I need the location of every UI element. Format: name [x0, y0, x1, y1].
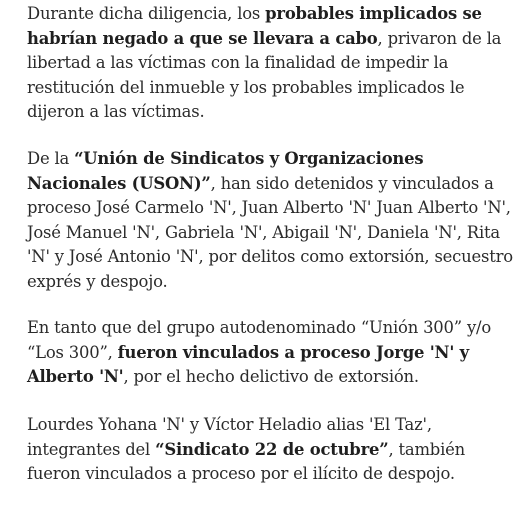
- paragraph-diligencia: [27, 2, 523, 125]
- paragraph-union-300: [27, 316, 523, 390]
- text-segment: , por el hecho delictivo de extorsión.: [123, 367, 419, 386]
- text-segment: Durante dicha diligencia, los: [27, 4, 266, 23]
- text-segment: De la: [27, 149, 75, 168]
- text-segment: , también fueron vinculados a proceso por el ilícito de despojo.: [27, 439, 465, 483]
- paragraph-sindicato-22: [27, 413, 523, 487]
- text-segment: En tanto que del grupo autodenominado “Unión 300” y/o “Los 300”,: [27, 318, 492, 362]
- bold-segment: probables implicados se habrían negado a que se llevara a cabo: [27, 4, 482, 48]
- text-segment: , privaron de la libertad a las víctimas con la finalidad de impedir la restitución del inmueble y los probables implicados le dijeron a las víctimas.: [27, 28, 502, 121]
- text-segment: Lourdes Yohana 'N' y Víctor Heladio alias 'El Taz', integrantes del: [27, 415, 432, 459]
- bold-segment: fueron vinculados a proceso Jorge 'N' y Alberto 'N': [27, 342, 469, 386]
- bold-segment: “Unión de Sindicatos y Organizaciones Nacionales (USON)”: [27, 149, 424, 193]
- text-segment: , han sido detenidos y vinculados a proceso José Carmelo 'N', Juan Alberto 'N' Juan Alberto 'N', José Manuel 'N', Gabriela 'N', Abigail 'N', Daniela 'N', Rita 'N' y José Antonio 'N', por delitos como extorsión, secuestro exprés y despojo.: [27, 173, 513, 291]
- paragraph-uson: [27, 147, 523, 294]
- bold-segment: “Sindicato 22 de octubre”: [155, 439, 389, 459]
